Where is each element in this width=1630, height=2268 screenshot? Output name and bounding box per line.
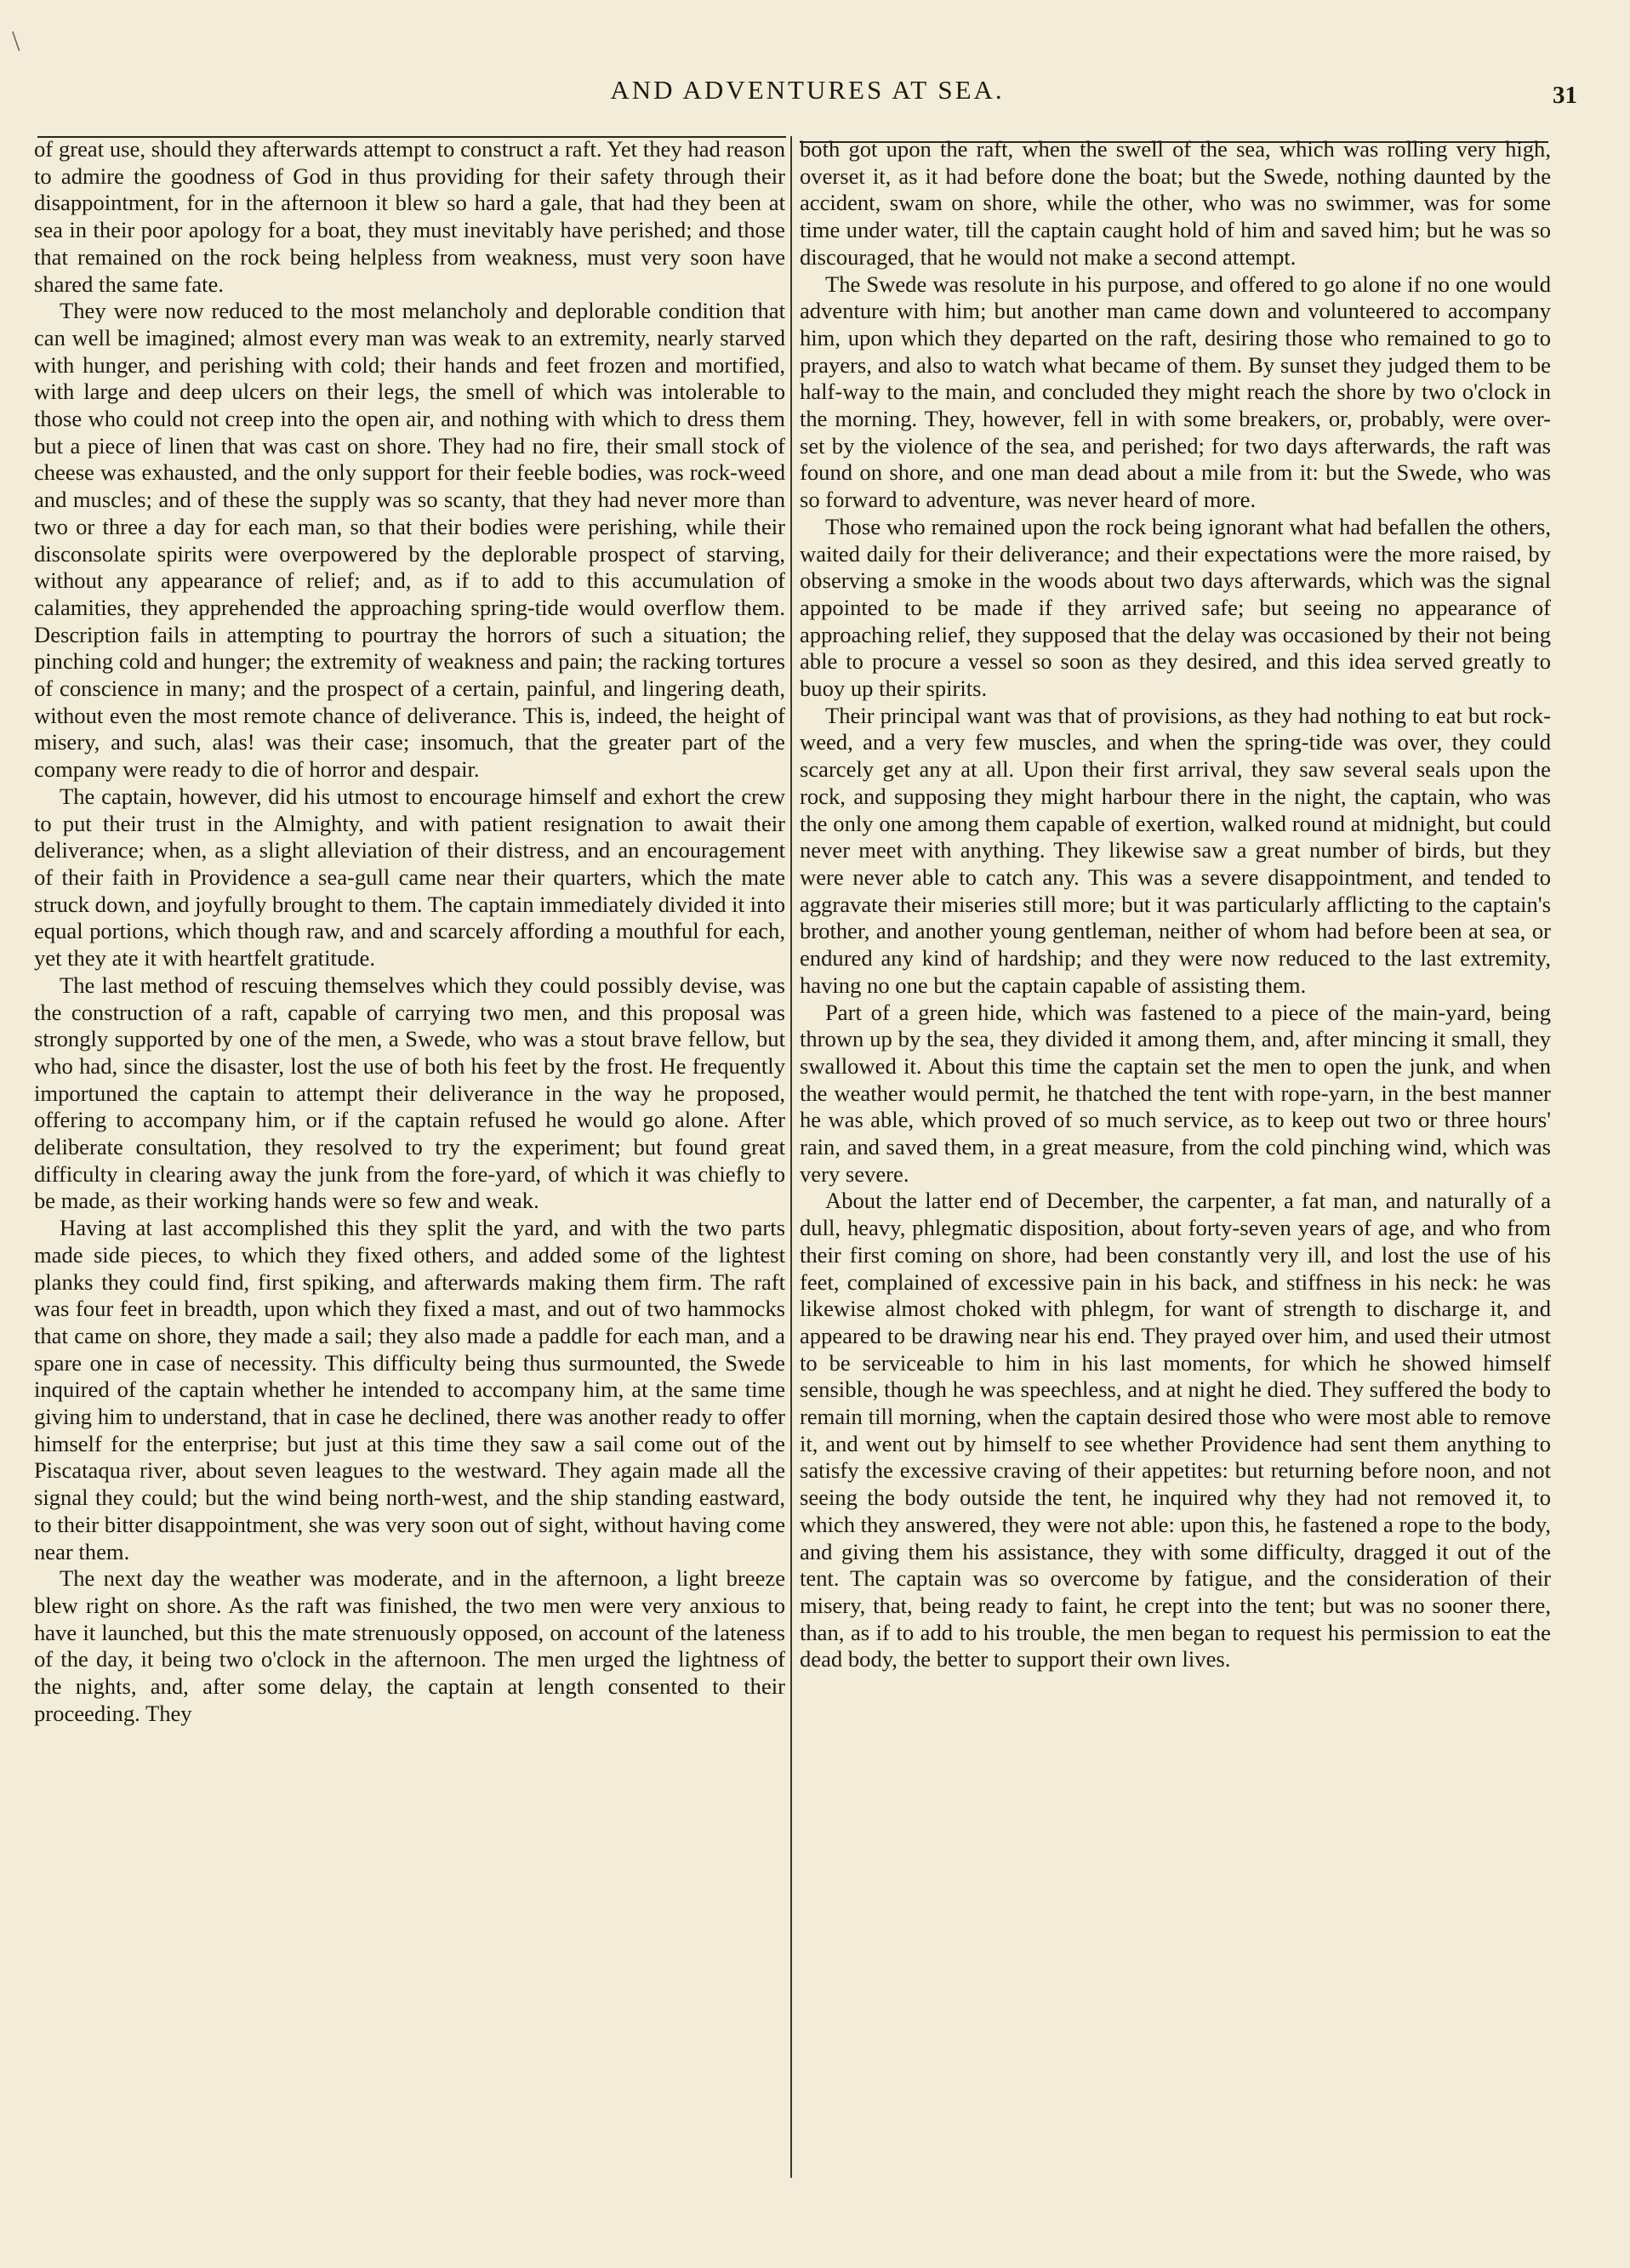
paragraph: Part of a green hide, which was fastened to a piece of the main-yard, being thrown up by the sea, they divided it among them, and, after mincing it small, they swallowed it. About this time the captain set the men to open the junk, and when the weather would permit, he thatched the tent with rope-yarn, in the best manner he was able, which proved of so much service, as to keep out two or three hours' rain, and saved them, in a great measure, from the cold pinching wind, which was very severe. [800,999,1551,1187]
right-column [800,136,1551,2195]
paragraph: The last method of rescuing themselves which they could possibly devise, was the construction of a raft, capable of carrying two men, and this proposal was strongly supported by one of the men, a Swede, who was a stout brave fellow, but who had, since the disaster, lost the use of both his feet by the frost. He frequently importuned the captain to attempt their deliverance in the way he proposed, offering to accompany him, or if the captain refused he would go alone. After deliberate consultation, they resolved to try the experiment; but found great difficulty in clearing away the junk from the fore-yard, of which it was chiefly to be made, as their working hands were so few and weak. [34,972,785,1214]
paragraph: They were now reduced to the most melancholy and deplorable condition that can well be imagined; almost every man was weak to an extremity, nearly starved with hunger, and perishing with cold; their hands and feet frozen and mortified, with large and deep ulcers on their legs, the smell of which was intolerable to those who could not creep into the open air, and nothing with which to dress them but a piece of linen that was cast on shore. They had no fire, their small stock of cheese was exhausted, and the only support for their feeble bodies, was rock-weed and muscles; and of these the supply was so scanty, that they had never more than two or three a day for each man, so that their bodies were perishing, while their disconsolate spirits were overpowered by the deplorable prospect of starving, without any appearance of relief; and, as if to add to this accumulation of calamities, they apprehended the approaching spring-tide would overflow them. Description fails in attempting to pourtray the horrors of such a situation; the pinching cold and hunger; the extremity of weakness and pain; the racking tortures of conscience in many; and the prospect of a certain, painful, and lingering death, without even the most remote chance of deliverance. This is, indeed, the height of misery, and such, alas! was their case; insomuch, that the greater part of the company were ready to die of horror and despair. [34,298,785,783]
page-number: 31 [1553,82,1577,109]
page-header [37,75,1577,114]
paragraph: The Swede was resolute in his purpose, and offered to go alone if no one would adventure with him; but another man came down and volunteered to accompany him, upon which they departed on the raft, desiring those who remained to go to prayers, and also to watch what became of them. By sunset they judged them to be half-way to the main, and concluded they might reach the shore by two o'clock in the morning. They, however, fell in with some breakers, or, probably, were over-set by the violence of the sea, and perished; for two days afterwards, the raft was found on shore, and one man dead about a mile from it: but the Swede, who was so forward to adventure, was never heard of more. [800,271,1551,513]
paragraph: The next day the weather was moderate, and in the afternoon, a light breeze blew right on shore. As the raft was finished, the two men were very anxious to have it launched, but this the mate strenuously opposed, on account of the lateness of the day, it being two o'clock in the afternoon. The men urged the lightness of the nights, and, after some delay, the captain at length consented to their proceeding. They [34,1565,785,1726]
left-column [34,136,785,2195]
paragraph: Their principal want was that of provisions, as they had nothing to eat but rock-weed, and a very few muscles, and when the spring-tide was over, they could scarcely get any at all. Upon their first arrival, they saw several seals upon the rock, and supposing they might harbour there in the night, the captain, who was the only one among them capable of exertion, walked round at midnight, but could never meet with anything. They likewise saw a great number of birds, but they were never able to catch any. This was a severe disappointment, and tended to aggravate their miseries still more; but it was particularly afflicting to the captain's brother, and another young gentleman, neither of whom had before been at sea, or endured any kind of hardship; and they were now reduced to the last extremity, having no one but the captain capable of assisting them. [800,702,1551,998]
paragraph: Having at last accomplished this they split the yard, and with the two parts made side pieces, to which they fixed others, and added some of the lightest planks they could find, first spiking, and afterwards making them firm. The raft was four feet in breadth, upon which they fixed a mast, and out of two hammocks that came on shore, they made a sail; they also made a paddle for each man, and a spare one in case of necessity. This difficulty being thus surmounted, the Swede inquired of the captain whether he intended to accompany him, at the same time giving him to understand, that in case he declined, there was another ready to offer himself for the enterprise; but just at this time they saw a sail come out of the Piscataqua river, about seven leagues to the westward. They again made all the signal they could; but the wind being north-west, and the ship standing eastward, to their bitter disappointment, she was very soon out of sight, without having come near them. [34,1215,785,1564]
running-title: AND ADVENTURES AT SEA. [610,75,1005,105]
paragraph: of great use, should they afterwards attempt to construct a raft. Yet they had reason to admire the goodness of God in thus providing for their safety through their disappointment, for in the afternoon it blew so hard a gale, that had they been at sea in their poor apology for a boat, they must inevitably have perished; and those that remained on the rock being helpless from weakness, must very soon have shared the same fate. [34,136,785,297]
corner-mark: \ [12,26,20,57]
paragraph: About the latter end of December, the carpenter, a fat man, and naturally of a dull, heavy, phlegmatic disposition, about forty-seven years of age, and who from their first coming on shore, had been constantly very ill, and lost the use of his feet, complained of excessive pain in his back, and stiffness in his neck: he was likewise almost choked with phlegm, for want of strength to discharge it, and appeared to be drawing near his end. They prayed over him, and used their utmost to be serviceable to him in his last moments, for which he showed himself sensible, though he was speechless, and at night he died. They suffered the body to remain till morning, when the captain desired those who were most able to remove it, and went out by himself to see whether Providence had sent them anything to satisfy the excessive craving of their appetites: but returning before noon, and not seeing the body outside the tent, he inquired why they had not removed it, to which they answered, they were not able: upon this, he fastened a rope to the body, and giving them his assistance, they with some difficulty, dragged it out of the tent. The captain was so overcome by fatigue, and the consideration of their misery, that, being ready to faint, he crept into the tent; but was no sooner there, than, as if to add to his trouble, the men began to request his permission to eat the dead body, the better to support their own lives. [800,1188,1551,1673]
paragraph: Those who remained upon the rock being ignorant what had befallen the others, waited daily for their deliverance; and their expectations were the more raised, by observing a smoke in the woods about two days afterwards, which was the signal appointed to be made if they arrived safe; but seeing no appearance of approaching relief, they supposed that the delay was occasioned by their not being able to procure a vessel so soon as they desired, and this idea served greatly to buoy up their spirits. [800,513,1551,702]
paragraph: The captain, however, did his utmost to encourage himself and exhort the crew to put their trust in the Almighty, and with patient resignation to await their deliverance; when, as a slight alleviation of their distress, and an encouragement of their faith in Providence a sea-gull came near their quarters, which the mate struck down, and joyfully brought to them. The captain immediately divided it into equal portions, which though raw, and and scarcely affording a mouthful for each, yet they ate it with heartfelt gratitude. [34,783,785,972]
paragraph: both got upon the raft, when the swell of the sea, which was rolling very high, overset it, as it had before done the boat; but the Swede, nothing daunted by the accident, swam on shore, while the other, who was no swimmer, was for some time under water, till the captain caught hold of him and saved him; but he was so discouraged, that he would not make a second attempt. [800,136,1551,270]
column-divider [790,136,792,2178]
